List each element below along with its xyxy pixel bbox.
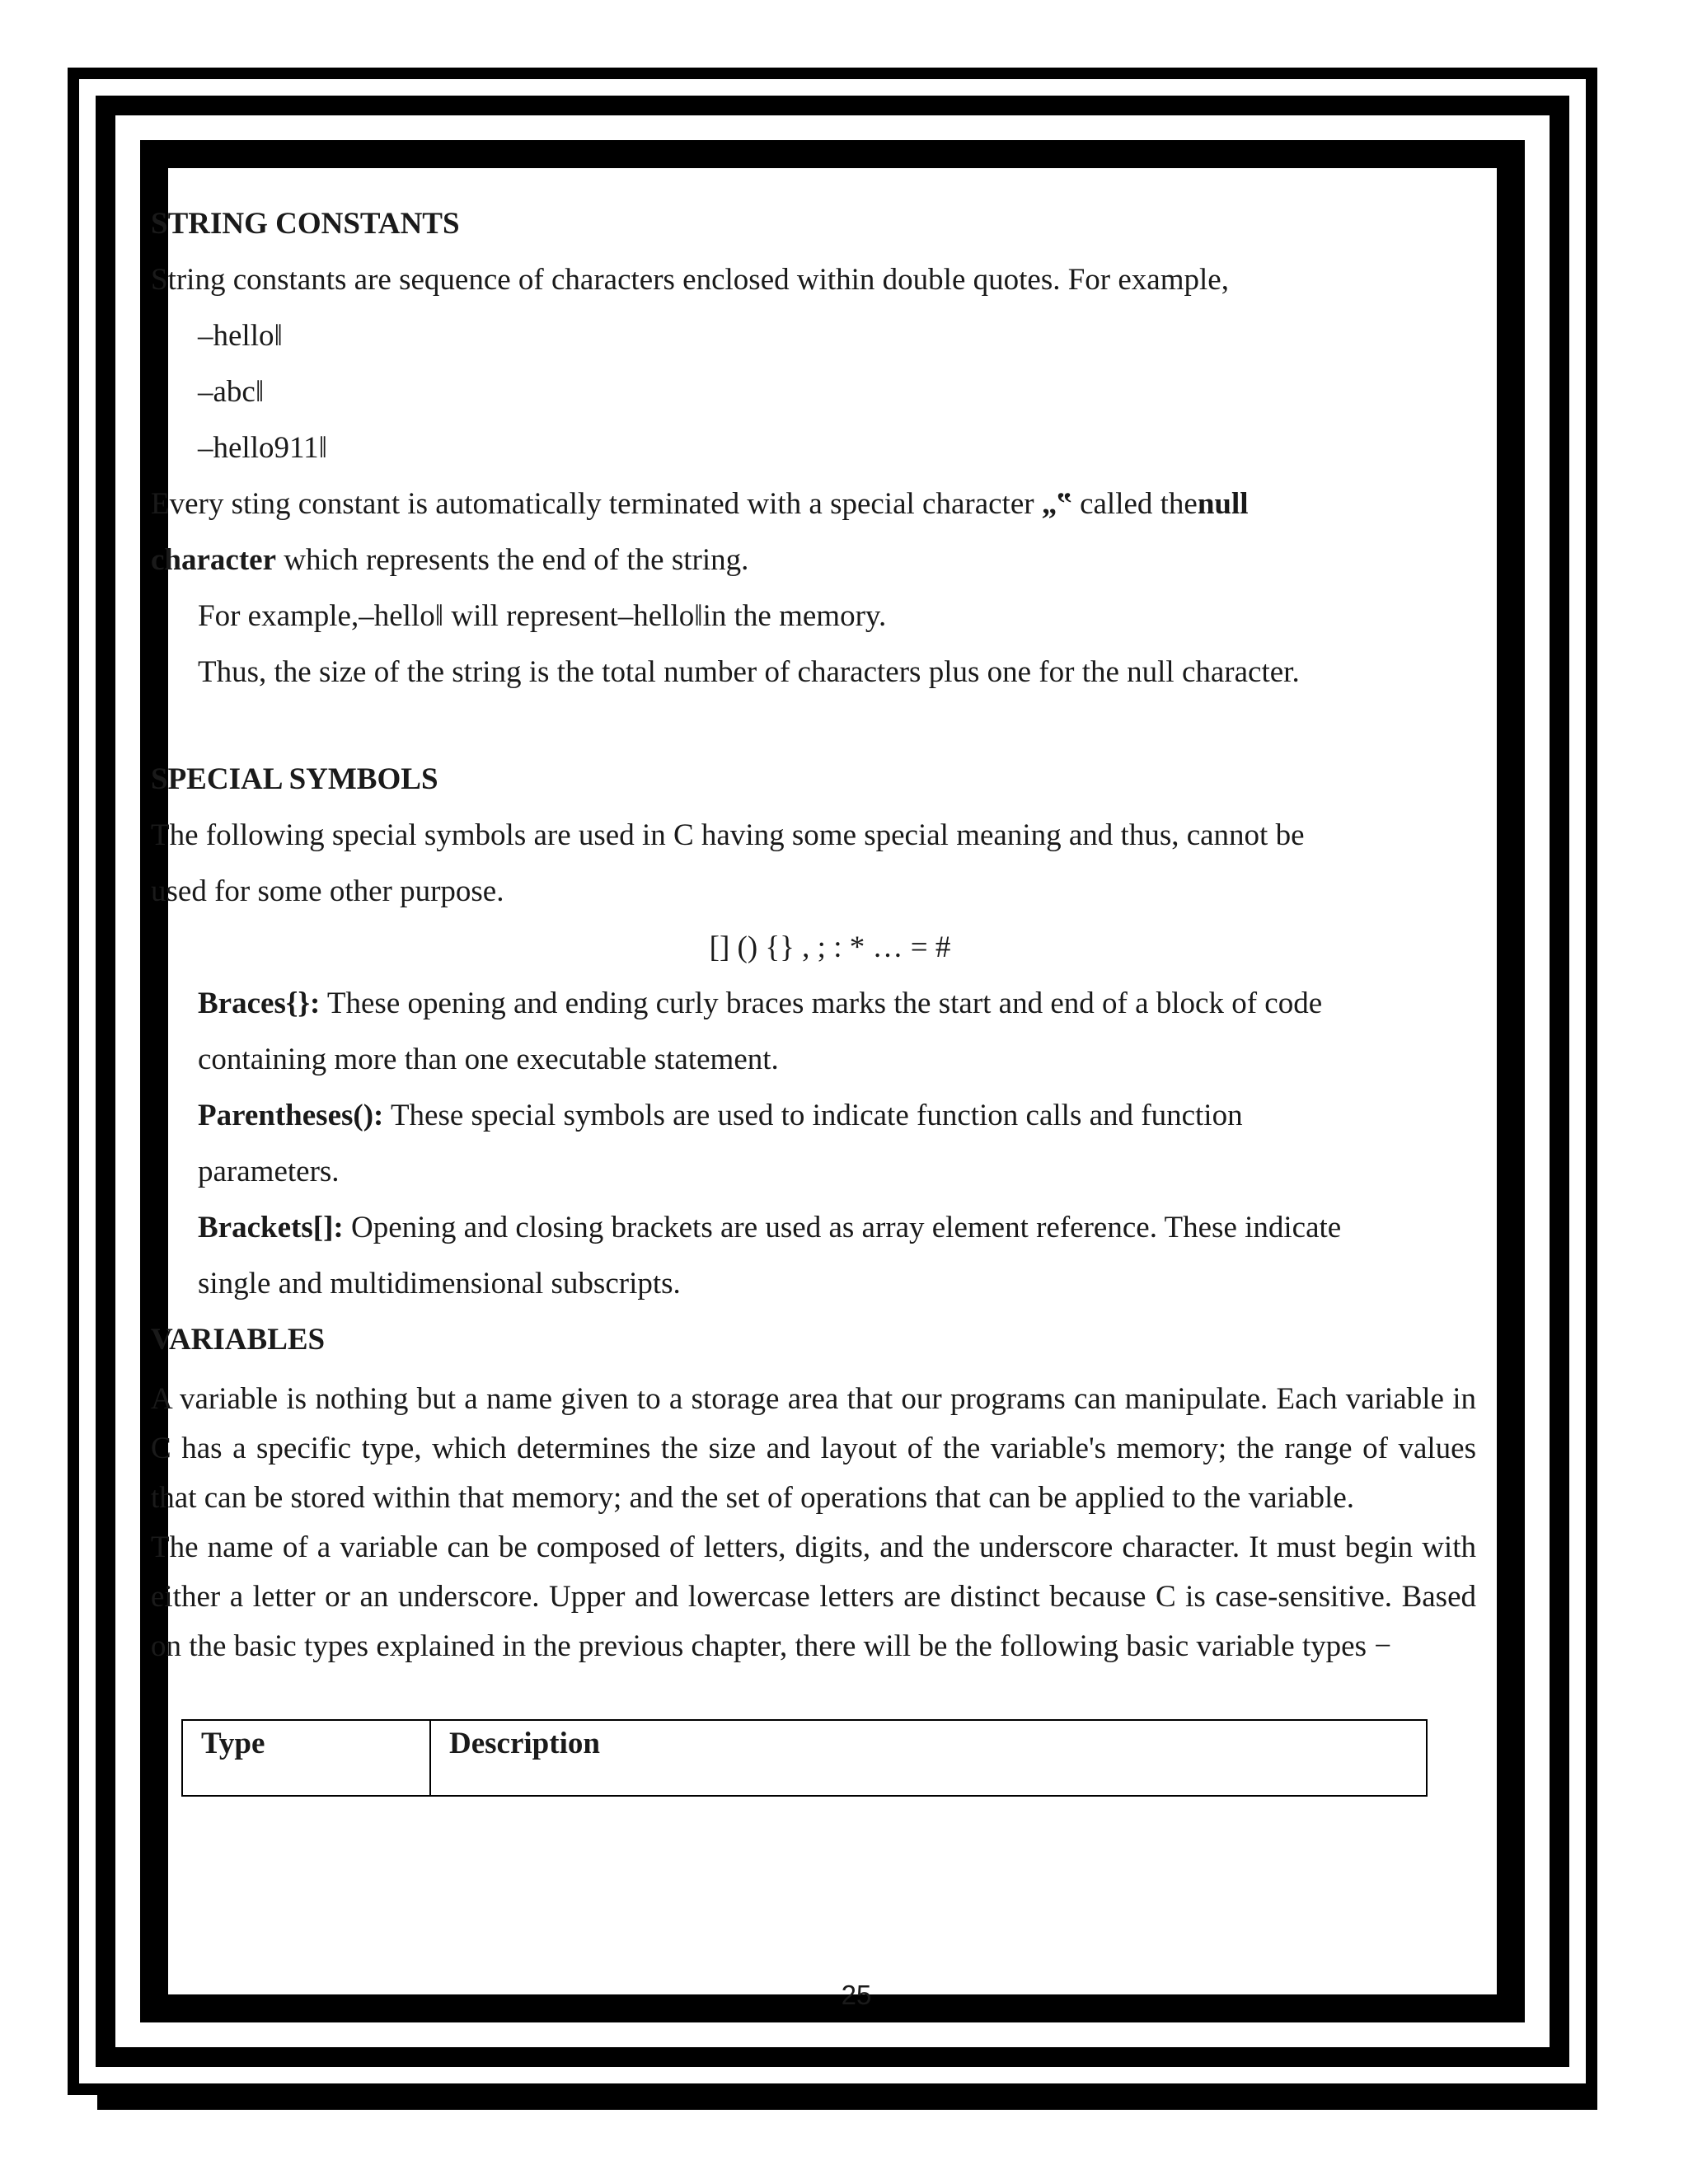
string-size-note: Thus, the size of the string is the total number of characters plus one for the null character. [198, 655, 1300, 689]
null-character-line-2: character which represents the end of the string. [151, 543, 749, 577]
null-char-symbol: „‟ [1041, 487, 1072, 521]
table-header-row [182, 1720, 1427, 1796]
special-symbols-intro-2: used for some other purpose. [151, 874, 504, 908]
string-example: –hello911‖ [198, 431, 327, 465]
symbol-label: Brackets[]: [198, 1211, 344, 1244]
page-number: 25 [841, 1980, 872, 2010]
symbol-description-cont: containing more than one executable statement. [198, 1043, 779, 1076]
string-example: –hello‖ [198, 319, 283, 353]
table-header-type: Type [182, 1720, 430, 1796]
character-term: character [151, 543, 277, 577]
variable-types-table [181, 1719, 1428, 1797]
string-constants-heading: STRING CONSTANTS [151, 207, 460, 241]
string-memory-example: For example,–hello‖ will represent–hello‖in the memory. [198, 599, 887, 633]
symbol-description-cont: single and multidimensional subscripts. [198, 1267, 681, 1301]
symbol-description: Parentheses(): These special symbols are used to indicate function calls and function [198, 1099, 1243, 1132]
symbol-label: Parentheses(): [198, 1099, 384, 1132]
special-symbols-intro: The following special symbols are used in C having some special meaning and thus, cannot be [151, 818, 1305, 852]
symbol-description: Braces{}: These opening and ending curly braces marks the start and end of a block of code [198, 987, 1323, 1020]
symbol-label: Braces{}: [198, 987, 321, 1020]
variables-heading: VARIABLES [151, 1323, 326, 1357]
symbol-description: Brackets[]: Opening and closing brackets are used as array element reference. These indicate [198, 1211, 1342, 1244]
variables-paragraph-2: The name of a variable can be composed of letters, digits, and the underscore character. It must begin with either a letter or an underscore. Upper and lowercase letters are distinct because C is case-sensitive. Based on the basic types explained in the previous chapter, there will be the following basic variable types − [151, 1530, 1476, 1663]
page-content [151, 196, 1476, 1797]
special-symbols-heading: SPECIAL SYMBOLS [151, 762, 438, 796]
null-term: null [1197, 487, 1249, 521]
null-character-line: Every sting constant is automatically terminated with a special character „‟ called thenull [151, 487, 1249, 521]
symbol-description-cont: parameters. [198, 1155, 340, 1188]
symbols-list: [] () {} , ; : * … = # [709, 930, 951, 964]
table-header-description: Description [430, 1720, 1427, 1796]
string-example: –abc‖ [198, 375, 265, 409]
string-constants-intro: String constants are sequence of characters enclosed within double quotes. For example, [151, 263, 1229, 297]
variables-paragraph-1: A variable is nothing but a name given to a storage area that our programs can manipulate. Each variable in C has a specific type, which determines the size and layout of the variable's memory; the range of values that can be stored within that memory; and the set of operations that can be applied to the variable. [151, 1382, 1476, 1515]
